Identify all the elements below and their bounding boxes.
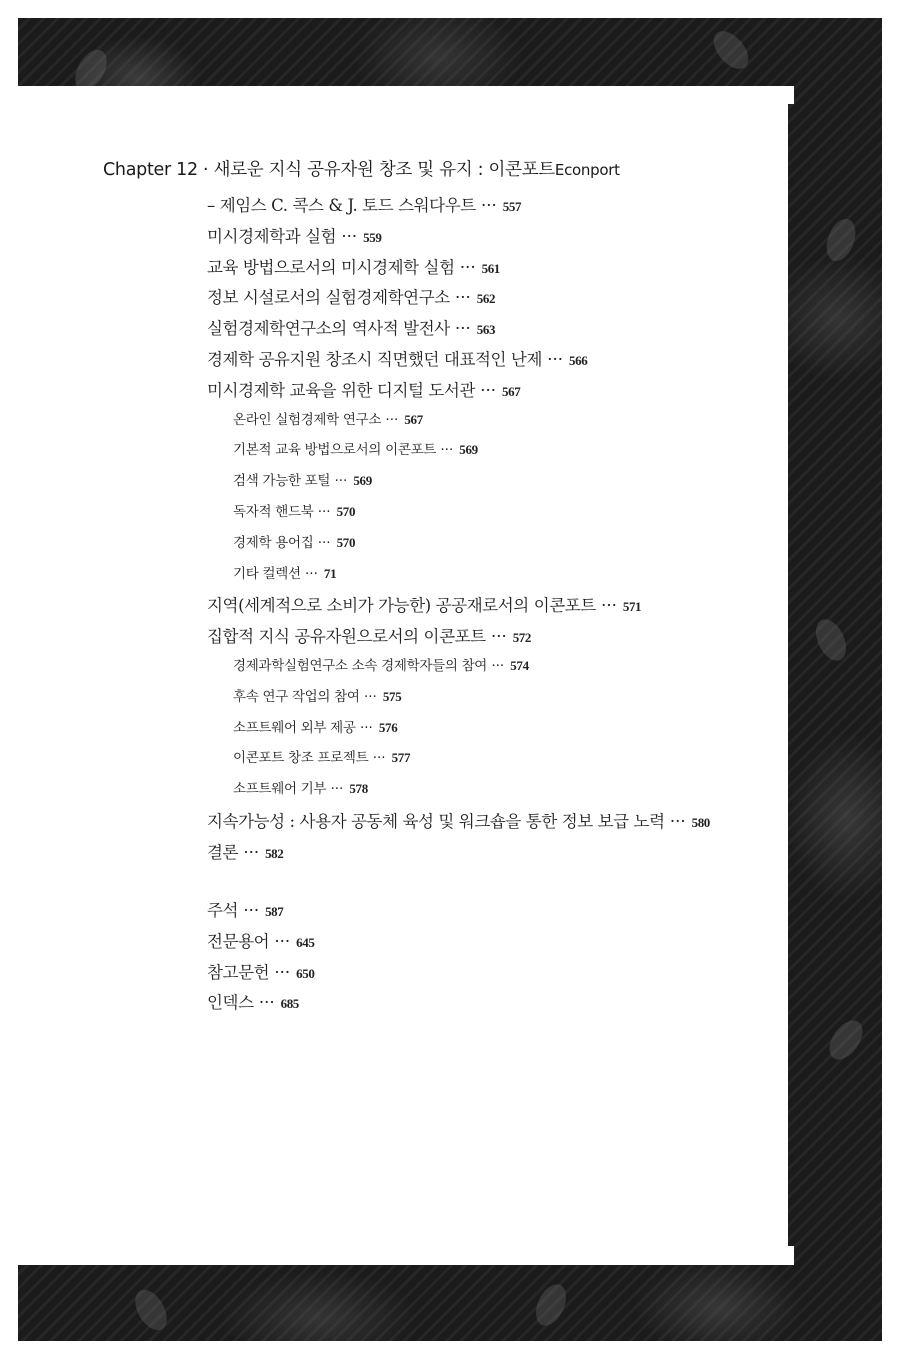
- toc-entry: [233, 716, 397, 736]
- toc-leader: ···: [269, 963, 291, 982]
- toc-leader: ···: [326, 781, 344, 797]
- toc-entry-title: 경제학 공유지원 창조시 직면했던 대표적인 난제: [207, 350, 543, 369]
- toc-entry-title: 참고문헌: [207, 963, 270, 982]
- toc-leader: ···: [368, 750, 386, 766]
- toc-page-number: 587: [265, 904, 284, 919]
- toc-entry-title: 주석: [207, 901, 239, 920]
- toc-page-number: 557: [502, 199, 522, 214]
- toc-entry-title: 지역(세계적으로 소비가 가능한) 공공재로서의 이콘포트: [207, 596, 596, 615]
- toc-entry-title: 미시경제학과 실험: [207, 227, 337, 246]
- toc-entry-title: 교육 방법으로서의 미시경제학 실험: [207, 258, 455, 277]
- toc-entry-title: 검색 가능한 포털: [233, 473, 331, 489]
- toc-leader: ···: [359, 689, 377, 705]
- toc-leader: ···: [313, 504, 331, 520]
- toc-page-number: 645: [296, 935, 315, 950]
- toc-entry: [233, 500, 355, 520]
- toc-entry-title: 온라인 실험경제학 연구소: [233, 412, 382, 428]
- toc-entry: [207, 623, 531, 647]
- toc-entry: [233, 469, 372, 489]
- toc-leader: ···: [330, 473, 348, 489]
- toc-entry-title: 인덱스: [207, 993, 254, 1012]
- toc-entry: [207, 346, 587, 370]
- toc-leader: ···: [449, 319, 471, 338]
- toc-leader: ···: [381, 412, 399, 428]
- toc-entry: [233, 438, 478, 458]
- toc-leader: ···: [300, 566, 318, 582]
- toc-entry-title: 결론: [207, 843, 239, 862]
- toc-page-number: 563: [476, 322, 496, 337]
- toc-entry: [207, 989, 299, 1013]
- toc-entry: [207, 839, 283, 863]
- toc-entry: [207, 223, 381, 247]
- toc-entry: [233, 531, 355, 551]
- toc-page-number: 566: [569, 353, 588, 368]
- toc-leader: ···: [436, 442, 454, 458]
- toc-leader: ···: [454, 258, 476, 277]
- toc-leader: ···: [238, 843, 260, 862]
- toc-entry-title: 실험경제학연구소의 역사적 발전사: [207, 319, 450, 338]
- toc-entry: [207, 928, 314, 952]
- toc-page-number: 567: [404, 412, 423, 427]
- toc-leader: ···: [313, 535, 331, 551]
- toc-entry: [207, 315, 495, 339]
- toc-leader: ···: [336, 227, 358, 246]
- toc-page-number: 561: [481, 261, 500, 276]
- toc-page-number: 582: [265, 846, 284, 861]
- toc-entry-title: 소프트웨어 기부: [233, 781, 327, 797]
- toc-leader: ···: [269, 932, 291, 951]
- toc-page-number: 569: [353, 473, 372, 488]
- toc-entry: [233, 562, 336, 582]
- toc-leader: ···: [238, 901, 260, 920]
- toc-entry: [233, 685, 401, 705]
- toc-page-number: 559: [363, 230, 382, 245]
- toc-entry-title: 경제학 용어집: [233, 535, 314, 551]
- toc-page-number: 569: [459, 442, 478, 457]
- chapter-title: Chapter 12 · 새로운 지식 공유자원 창조 및 유지 : 이콘포트: [103, 160, 555, 180]
- toc-leader: ···: [355, 720, 373, 736]
- toc-entry-title: 지속가능성 : 사용자 공동체 육성 및 워크숍을 통한 정보 보급 노력: [207, 812, 665, 831]
- toc-page-number: 71: [323, 566, 337, 581]
- toc-page-number: 578: [349, 781, 368, 796]
- toc-page-number: 572: [512, 630, 531, 645]
- toc-entry-title: 이콘포트 창조 프로젝트: [233, 750, 369, 766]
- toc-page-number: 650: [296, 966, 315, 981]
- toc-leader: ···: [595, 596, 617, 615]
- toc-entry: [207, 254, 500, 278]
- toc-entry-title: 기타 컬렉션: [233, 566, 301, 582]
- toc-entry: [233, 408, 423, 428]
- toc-page-number: 580: [691, 815, 710, 830]
- toc-leader: ···: [664, 812, 686, 831]
- toc-entry-title: 미시경제학 교육을 위한 디지털 도서관: [207, 381, 476, 400]
- toc-leader: ···: [449, 288, 471, 307]
- toc-entry: [207, 192, 521, 216]
- toc-entry: [207, 284, 495, 308]
- chapter-heading: [103, 156, 620, 181]
- toc-entry-title: 전문용어: [207, 932, 270, 951]
- toc-page-number: 685: [280, 996, 299, 1011]
- toc-leader: ···: [253, 993, 275, 1012]
- toc-entry: [207, 897, 283, 921]
- toc-entry: [233, 777, 368, 797]
- toc-page-number: 567: [502, 384, 521, 399]
- toc-leader: ···: [475, 381, 496, 400]
- toc-entry-title: 기본적 교육 방법으로서의 이콘포트: [233, 442, 437, 458]
- toc-entry-title: – 제임스 C. 콕스 & J. 토드 스워다우트: [207, 196, 476, 215]
- toc-page-number: 576: [378, 720, 398, 735]
- toc-entry-title: 독자적 핸드북: [233, 504, 314, 520]
- toc-entry-title: 정보 시설로서의 실험경제학연구소: [207, 288, 450, 307]
- toc-entry: [233, 746, 410, 766]
- chapter-title-en: Econport: [554, 161, 620, 179]
- toc-entry: [207, 592, 641, 616]
- toc-entry-title: 후속 연구 작업의 참여: [233, 689, 360, 705]
- toc-entry: [207, 377, 520, 401]
- toc-entry-title: 집합적 지식 공유자원으로서의 이콘포트: [207, 627, 486, 646]
- toc-page-number: 562: [476, 291, 496, 306]
- toc-leader: ···: [487, 658, 505, 674]
- toc-page-number: 570: [336, 535, 356, 550]
- toc-entry: [207, 808, 710, 832]
- toc-entry-title: 소프트웨어 외부 제공: [233, 720, 356, 736]
- toc-page-number: 575: [382, 689, 402, 704]
- toc-entry-title: 경제과학실험연구소 소속 경제학자들의 참여: [233, 658, 488, 674]
- toc-page-number: 571: [622, 599, 642, 614]
- toc-page-number: 574: [510, 658, 529, 673]
- toc-entry: [207, 959, 314, 983]
- toc-page-number: 577: [391, 750, 411, 765]
- toc-leader: ···: [542, 350, 563, 369]
- toc-leader: ···: [475, 196, 497, 215]
- toc-page-number: 570: [336, 504, 356, 519]
- toc-leader: ···: [485, 627, 507, 646]
- toc-entry: [233, 654, 529, 674]
